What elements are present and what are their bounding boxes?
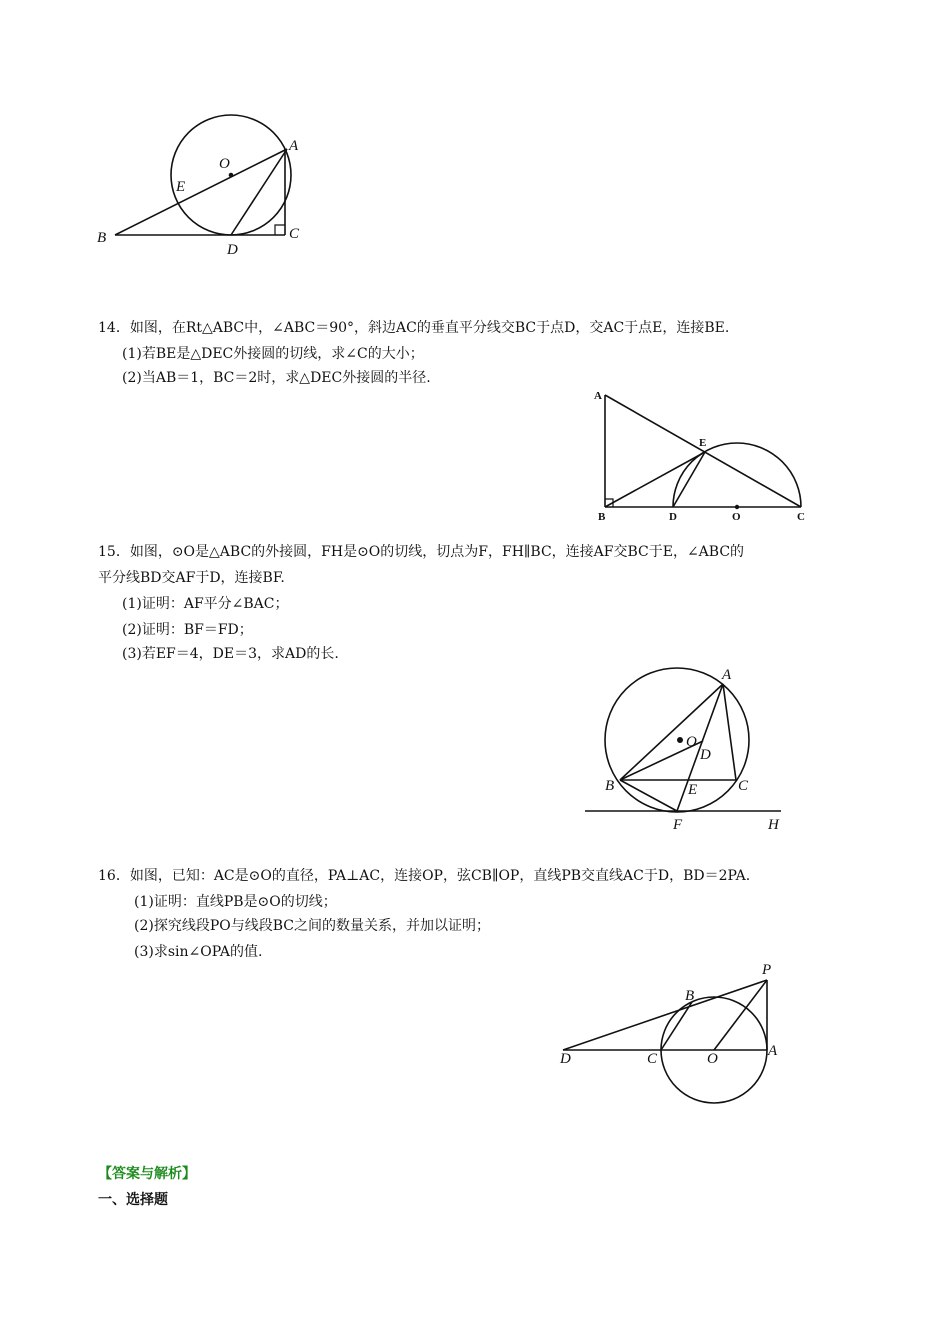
label-F: F xyxy=(673,817,683,833)
figure-13 xyxy=(90,108,320,268)
label-C: C xyxy=(289,226,300,242)
label-A: A xyxy=(722,667,732,683)
q15-part1: (1)证明：AF平分∠BAC； xyxy=(122,596,289,612)
label-P: P xyxy=(762,962,772,978)
answers-title: 【答案与解析】 xyxy=(98,1166,196,1182)
label-A: A xyxy=(594,390,602,402)
label-D: D xyxy=(227,242,238,258)
label-E: E xyxy=(699,437,707,449)
q15-part3: (3)若EF＝4，DE＝3，求AD的长. xyxy=(122,646,339,662)
q14-part1: (1)若BE是△DEC外接圆的切线，求∠C的大小； xyxy=(122,346,424,362)
label-O: O xyxy=(219,156,230,172)
label-C: C xyxy=(797,511,805,523)
label-B: B xyxy=(97,230,107,246)
label-B: B xyxy=(605,778,615,794)
q16-stem: 16．如图，已知：AC是⊙O的直径，PA⊥AC，连接OP，弦CB∥OP，直线PB交直线AC于D，BD＝2PA. xyxy=(98,868,751,884)
q15-stem-line2: 平分线BD交AF于D，连接BF. xyxy=(98,570,285,586)
q15-part2: (2)证明：BF＝FD； xyxy=(122,622,253,638)
label-H: H xyxy=(768,817,779,833)
q16-part3: (3)求sin∠OPA的值. xyxy=(134,944,263,960)
label-B: B xyxy=(598,511,606,523)
label-D: D xyxy=(669,511,677,523)
q14-part2: (2)当AB＝1，BC＝2时，求△DEC外接圆的半径. xyxy=(122,370,431,386)
label-O: O xyxy=(707,1051,718,1067)
label-D: D xyxy=(560,1051,571,1067)
label-B: B xyxy=(685,988,695,1004)
q16-part2: (2)探究线段PO与线段BC之间的数量关系，并加以证明； xyxy=(134,918,490,934)
q16-part1: (1)证明：直线PB是⊙O的切线； xyxy=(134,894,337,910)
label-E: E xyxy=(176,179,186,195)
figure-14 xyxy=(590,385,815,525)
section-heading: 一、选择题 xyxy=(98,1192,168,1208)
q14-stem: 14．如图，在Rt△ABC中，∠ABC＝90°，斜边AC的垂直平分线交BC于点D，交AC于点E，连接BE. xyxy=(98,320,730,336)
label-A: A xyxy=(768,1043,778,1059)
label-E: E xyxy=(688,782,698,798)
figure-16 xyxy=(555,955,790,1110)
label-D: D xyxy=(700,747,711,763)
label-O: O xyxy=(732,511,741,523)
label-O: O xyxy=(686,734,697,750)
label-A: A xyxy=(289,138,299,154)
q15-stem-line1: 15．如图，⊙O是△ABC的外接圆，FH是⊙O的切线，切点为F，FH∥BC，连接AF交BC于E，∠ABC的 xyxy=(98,544,745,560)
label-C: C xyxy=(647,1051,658,1067)
figure-15 xyxy=(580,660,790,840)
label-C: C xyxy=(738,778,749,794)
